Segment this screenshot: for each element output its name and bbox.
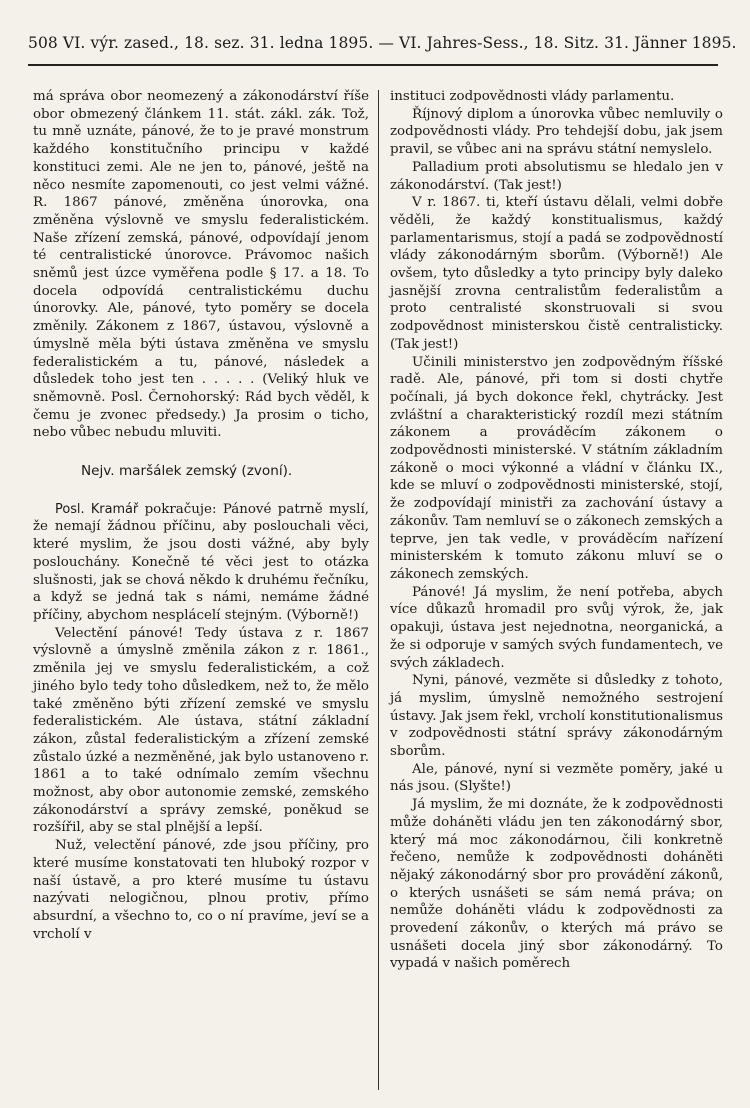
right-paragraph-3: Palladium proti absolutismu se hledalo jen v zákonodárství. (Tak jest!) xyxy=(390,159,723,193)
left-paragraph-4: Nuž, velectění pánové, zde jsou příčiny, pro které musíme konstatovati ten hluboký rozpor v naší ústavě, a pro které musíme tu ústavu nazývati nelogičnou, plnou protiv, přímo absurdní, a všechno to, co o ní pravíme, jeví se a vrcholí v xyxy=(33,838,369,942)
left-column xyxy=(33,88,369,943)
right-paragraph-4: V r. 1867. ti, kteří ústavu dělali, velmi dobře věděli, že každý konstitualismus, každý parlamentarismus, stojí a padá se zodpovědností vlády zákonodárným sborům. (Výborně!) Ale ovšem, tyto důsledky a tyto principy byly daleko jasnější zrovna centralistům federalistům a proto centralisté skonstruovali si svou zodpovědnost ministerskou čistě centralisticky. (Tak jest!) xyxy=(390,195,723,352)
right-paragraph-6: Pánové! Já myslim, že není potřeba, abych více důkazů hromadil pro svůj výrok, že, jak opakuji, ústava jest nejednotna, neorganická, a že si odporuje v samých svých fundamentech, ve svých základech. xyxy=(390,584,723,671)
header-rule xyxy=(28,64,718,66)
right-paragraph-1: instituci zodpovědnosti vlády parlamentu. xyxy=(390,89,675,104)
left-paragraph-1: má správa obor neomezený a zákonodárství říše obor obmezený článkem 11. stát. zákl. zák. Tož, tu mně uznáte, pánové, že to je pravé monstrum každého konstitučního principu v každé konstituci zemi. Ale ne jen to, pánové, ještě na něco nesmíte zapomenouti, co jest velmi vážné. R. 1867 pánové, změněna únorovka, ona změněna výslovně ve smyslu federalistickém. Naše zřízení zemská, pánové, odpovídají jenom té centralistické únorovce. Právomoc našich sněmů jest úzce vyměřena podle § 17. a 18. To docela odpovídá centralistickému duchu únorovky. Ale, pánové, tyto poměry se docela změnily. Zákonem z 1867, ústavou, výslovně a úmyslně měla býti ústava změněna ve smyslu federalistickém a tu, pánové, následek a důsledek toho jest ten . . . . . (Veliký hluk ve sněmovně. Posl. Černohorský: Rád bych věděl, k čemu je zvonec předsedy.) Ja prosim o ticho, nebo vůbec nebudu mluviti. xyxy=(33,89,369,441)
right-paragraph-7: Nyni, pánové, vezměte si důsledky z tohoto, já myslim, úmyslně nemožného sestrojení ústavy. Jak jsem řekl, vrcholí konstitutionalismus v zodpovědnosti státní správy zákonodárným sborům. xyxy=(390,673,723,760)
column-divider xyxy=(378,90,379,1090)
speaker-name: Posl. Kramář xyxy=(55,501,139,517)
right-paragraph-8: Ale, pánové, nyní si vezměte poměry, jaké u nás jsou. (Slyšte!) xyxy=(390,761,723,795)
right-column xyxy=(390,88,723,973)
right-paragraph-9: Já myslim, že mi doznáte, že k zodpovědnosti může doháněti vládu jen ten zákonodárný sbor, který má moc zákonodárnou, čili konkretně řečeno, nemůže k zodpovědnosti doháněti nějaký zákonodárný sbor pro provádění zákonů, o kterých usnášeti se sám nemá práva; on nemůže doháněti vládu k zodpovědnosti za provedení zákonův, o kterých má právo se usnášeti docela jiný sbor zákonodárný. To vypadá v našich poměrech xyxy=(390,797,723,972)
right-paragraph-2: Říjnový diplom a únorovka vůbec nemluvily o zodpovědnosti vlády. Pro tehdejší dobu, jak jsem pravil, se vůbec ani na správu státní nemyslelo. xyxy=(390,106,723,158)
right-paragraph-5: Učinili ministerstvo jen zodpovědným říšské radě. Ale, pánové, při tom si dosti chytře počínali, já bych dokonce řekl, chytrácky. Jest zvláštní a charakteristický rozdíl mezi státním zákonem a prováděcím zákonem o zodpovědnosti ministerské. V státním základním zákoně o moci výkonné a vládní v článku IX., kde se mluví o zodpovědnosti ministerské, stojí, že zodpovídají ministři za zachování ústavy a zákonův. Tam nemluví se o zákonech zemských a teprve, jen tak vedle, v prováděcím nařízení ministerském k tomuto zákonu mluví se o zákonech zemských. xyxy=(390,354,723,582)
left-paragraph-2 xyxy=(33,501,369,625)
left-paragraph-2-text: pokračuje: Pánové patrně myslí, že nemají žádnou příčinu, aby poslouchali věci, které myslim, že jsou dosti vážné, aby byly poslouchány. Konečně té věci jest to otázka slušnosti, jak se chová někdo k druhému řečníku, a když se jedná tak s námi, nemáme žádné příčiny, abychom nesplácelí stejným. (Výborně!) xyxy=(33,501,370,623)
left-paragraph-3: Velectění pánové! Tedy ústava z r. 1867 výslovně a úmyslně změnila zákon z r. 1861., změnila jej ve smyslu federalistickém, a což jiného bylo tedy toho důsledkem, než to, že mělo také změněno býti zřízení zemské ve smyslu federalistickém. Ale ústava, státní základní zákon, zůstal federalistickým a zřízení zemské zůstalo úzké a nezměněné, jak bylo ustanoveno r. 1861 a to také odnímalo zemím všechnu možnost, aby obor autonomie zemské, zemského zákonodárství a správy zemské, poněkud se rozšířil, aby se stal plnější a lepší. xyxy=(33,625,369,836)
page-header: 508 VI. výr. zased., 18. sez. 31. ledna 1895. — VI. Jahres-Sess., 18. Sitz. 31. Jänner 1895. xyxy=(28,34,737,52)
speaker-heading: Nejv. maršálek zemský (zvoní). xyxy=(81,463,293,480)
